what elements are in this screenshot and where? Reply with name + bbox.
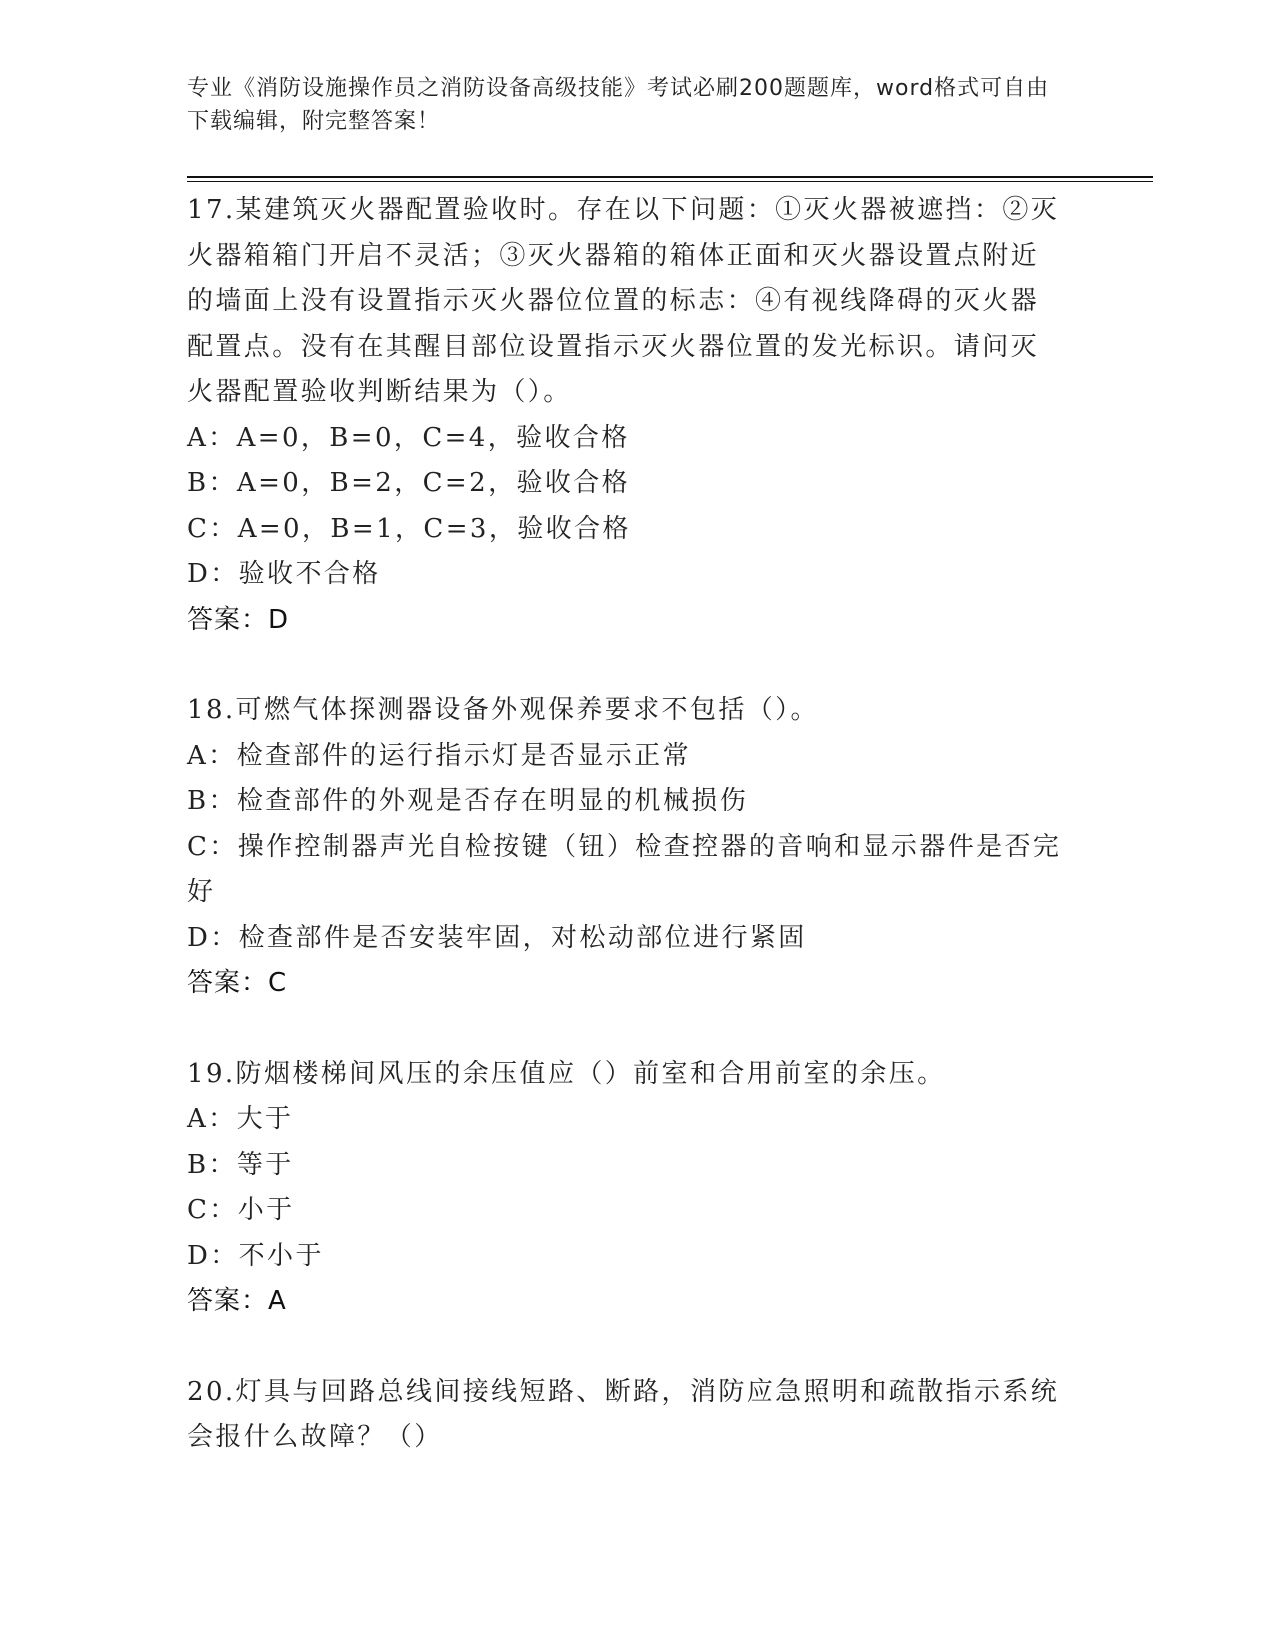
question-20 — [187, 1370, 1067, 1461]
question-18 — [187, 688, 1067, 1007]
question-list — [187, 188, 1067, 1506]
option-c: C：A=0，B=1，C=3，验收合格 — [187, 513, 631, 544]
option-a: A：A=0，B=0，C=4，验收合格 — [187, 422, 630, 453]
answer-label: 答案：D — [187, 604, 290, 635]
question-stem: 20.灯具与回路总线间接线短路、断路，消防应急照明和疏散指示系统会报什么故障？（） — [187, 1376, 1060, 1452]
question-19 — [187, 1052, 1067, 1325]
question-17 — [187, 188, 1067, 643]
option-b: B：等于 — [187, 1149, 294, 1180]
question-stem: 19.防烟楼梯间风压的余压值应（）前室和合用前室的余压。 — [187, 1058, 946, 1089]
option-d: D：检查部件是否安装牢固，对松动部位进行紧固 — [187, 922, 807, 953]
option-d: D：验收不合格 — [187, 559, 381, 589]
option-d: D：不小于 — [187, 1240, 324, 1271]
option-a: A：大于 — [187, 1104, 294, 1134]
header-divider-top — [187, 176, 1153, 178]
option-b: B：检查部件的外观是否存在明显的机械损伤 — [187, 786, 749, 816]
option-c: C：小于 — [187, 1195, 295, 1225]
option-a: A：检查部件的运行指示灯是否显示正常 — [187, 740, 691, 771]
option-c: C：操作控制器声光自检按键（钮）检查控器的音响和显示器件是否完好 — [187, 831, 1062, 907]
answer-label: 答案：A — [187, 1286, 287, 1316]
question-stem: 17.某建筑灭火器配置验收时。存在以下问题：①灭火器被遮挡：②灭火器箱箱门开启不灵活；③灭火器箱的箱体正面和灭火器设置点附近的墙面上没有设置指示灭火器位位置的标志：④有视线降碍的灭火器配置点。没有在其醒目部位设置指示灭火器位置的发光标识。请问灭火器配置验收判断结果为（）。 — [187, 195, 1060, 407]
question-stem: 18.可燃气体探测器设备外观保养要求不包括（）。 — [187, 695, 819, 725]
answer-label: 答案：C — [187, 968, 288, 998]
option-b: B：A=0，B=2，C=2，验收合格 — [187, 468, 631, 498]
header-divider-bottom — [187, 181, 1153, 182]
document-header: 专业《消防设施操作员之消防设备高级技能》考试必刷200题题库，word格式可自由下载编辑，附完整答案！ — [187, 76, 1050, 134]
